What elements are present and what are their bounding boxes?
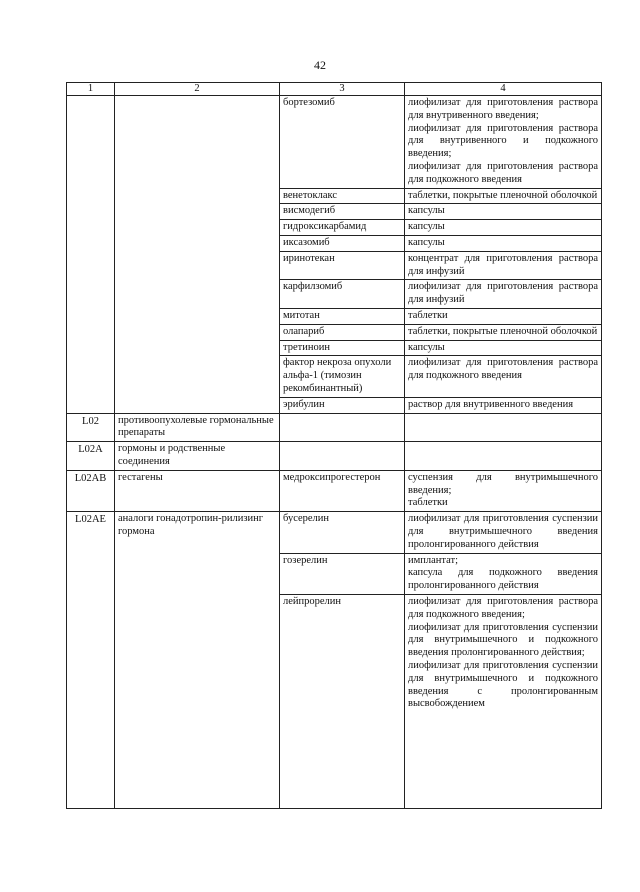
dosage-forms [405, 188, 602, 204]
column-header: 2 [115, 83, 280, 96]
drug-name: гозерелин [280, 553, 405, 594]
dosage-form: капсулы [408, 221, 445, 233]
dosage-form: лиофилизат для приготовления суспензии для внутримышечного введения пролонгированного действия [408, 513, 598, 550]
code-cell [67, 96, 115, 189]
dosage-forms [405, 413, 602, 442]
table-row [67, 309, 602, 325]
drug-table [66, 82, 602, 809]
table-row [67, 251, 602, 280]
drug-name: иринотекан [280, 251, 405, 280]
dosage-form: лиофилизат для приготовления раствора для инфузий [408, 281, 598, 306]
dosage-form: лиофилизат для приготовления раствора для подкожного введения; [408, 595, 598, 620]
dosage-form: суспензия для внутримышечного введения; [408, 471, 598, 496]
atc-code: L02A [67, 442, 115, 471]
dosage-forms [405, 204, 602, 220]
group-cell [115, 324, 280, 340]
drug-name: карфилзомиб [280, 280, 405, 309]
table-row [67, 96, 602, 189]
group-cell [115, 251, 280, 280]
dosage-form: капсулы [408, 341, 445, 353]
code-cell [67, 251, 115, 280]
drug-name: олапариб [280, 324, 405, 340]
dosage-forms [405, 594, 602, 809]
group-cell [115, 553, 280, 594]
code-cell [67, 324, 115, 340]
table-row [67, 594, 602, 809]
column-header: 4 [405, 83, 602, 96]
drug-name: венетоклакс [280, 188, 405, 204]
dosage-forms [405, 356, 602, 397]
group-cell [115, 96, 280, 189]
column-header: 1 [67, 83, 115, 96]
table-header-row [67, 83, 602, 96]
code-cell [67, 397, 115, 413]
drug-name: эрибулин [280, 397, 405, 413]
drug-name: бусерелин [280, 512, 405, 553]
dosage-form: капсулы [408, 237, 445, 249]
table-row [67, 324, 602, 340]
drug-name: бортезомиб [280, 96, 405, 189]
table-row [67, 188, 602, 204]
table-row [67, 413, 602, 442]
dosage-forms [405, 324, 602, 340]
dosage-form: лиофилизат для приготовления суспензии для внутримышечного и подкожного введения с пролонгированным высвобождением [408, 659, 598, 710]
drug-name: иксазомиб [280, 236, 405, 252]
code-cell [67, 553, 115, 594]
dosage-forms [405, 280, 602, 309]
table-row [67, 280, 602, 309]
dosage-form: концентрат для приготовления раствора для инфузий [408, 252, 598, 277]
group-name: аналоги гонадотропин-рилизинг гормона [115, 512, 280, 553]
group-cell [115, 309, 280, 325]
dosage-forms [405, 309, 602, 325]
drug-name: митотан [280, 309, 405, 325]
group-name: гормоны и родственные соединения [115, 442, 280, 471]
drug-name [280, 413, 405, 442]
dosage-forms [405, 251, 602, 280]
code-cell [67, 309, 115, 325]
code-cell [67, 280, 115, 309]
table-row [67, 553, 602, 594]
table-row [67, 220, 602, 236]
table-row [67, 470, 602, 511]
dosage-forms [405, 220, 602, 236]
code-cell [67, 356, 115, 397]
group-cell [115, 188, 280, 204]
atc-code: L02 [67, 413, 115, 442]
group-cell [115, 204, 280, 220]
dosage-forms [405, 96, 602, 189]
drug-name: гидроксикарбамид [280, 220, 405, 236]
group-name: противоопухолевые гормональные препараты [115, 413, 280, 442]
dosage-forms [405, 397, 602, 413]
code-cell [67, 236, 115, 252]
dosage-forms [405, 553, 602, 594]
dosage-forms [405, 512, 602, 553]
drug-name: третиноин [280, 340, 405, 356]
table-row [67, 356, 602, 397]
drug-name: медроксипрогестерон [280, 470, 405, 511]
dosage-form: лиофилизат для приготовления раствора для подкожного введения [408, 161, 598, 185]
group-cell [115, 280, 280, 309]
atc-code: L02AE [67, 512, 115, 553]
dosage-forms [405, 340, 602, 356]
dosage-form: капсула для подкожного введения пролонгированного действия [408, 567, 598, 592]
code-cell [67, 220, 115, 236]
drug-name: висмодегиб [280, 204, 405, 220]
table-row [67, 397, 602, 413]
dosage-form: капсулы [408, 205, 445, 217]
column-header: 3 [280, 83, 405, 96]
drug-name: лейпрорелин [280, 594, 405, 809]
group-cell [115, 356, 280, 397]
page-number: 42 [314, 58, 326, 72]
code-cell [67, 340, 115, 356]
table-row [67, 512, 602, 553]
dosage-form: таблетки, покрытые пленочной оболочкой [408, 189, 598, 201]
dosage-form: таблетки [408, 310, 448, 322]
dosage-forms [405, 470, 602, 511]
group-cell [115, 220, 280, 236]
group-cell [115, 340, 280, 356]
dosage-form: лиофилизат для приготовления раствора для внутривенного введения; [408, 97, 598, 121]
dosage-form: лиофилизат для приготовления суспензии для внутримышечного и подкожного введения пролонгированного действия; [408, 621, 598, 659]
group-cell [115, 236, 280, 252]
table-row [67, 236, 602, 252]
code-cell [67, 594, 115, 809]
table-row [67, 442, 602, 471]
dosage-form: таблетки, покрытые пленочной оболочкой [408, 325, 598, 337]
dosage-form: лиофилизат для приготовления раствора для внутривенного и подкожного введения; [408, 122, 598, 160]
dosage-form: таблетки [408, 497, 448, 509]
atc-code: L02AB [67, 470, 115, 511]
dosage-form: лиофилизат для приготовления раствора для подкожного введения [408, 357, 598, 382]
drug-name [280, 442, 405, 471]
group-cell [115, 397, 280, 413]
table-row [67, 340, 602, 356]
dosage-form: раствор для внутривенного введения [408, 398, 574, 410]
code-cell [67, 204, 115, 220]
drug-name: фактор некроза опухоли альфа-1 (тимозин рекомбинантный) [280, 356, 405, 397]
dosage-form: имплантат; [408, 554, 459, 566]
dosage-forms [405, 236, 602, 252]
dosage-forms [405, 442, 602, 471]
group-cell [115, 594, 280, 809]
group-name: гестагены [115, 470, 280, 511]
table-row [67, 204, 602, 220]
code-cell [67, 188, 115, 204]
